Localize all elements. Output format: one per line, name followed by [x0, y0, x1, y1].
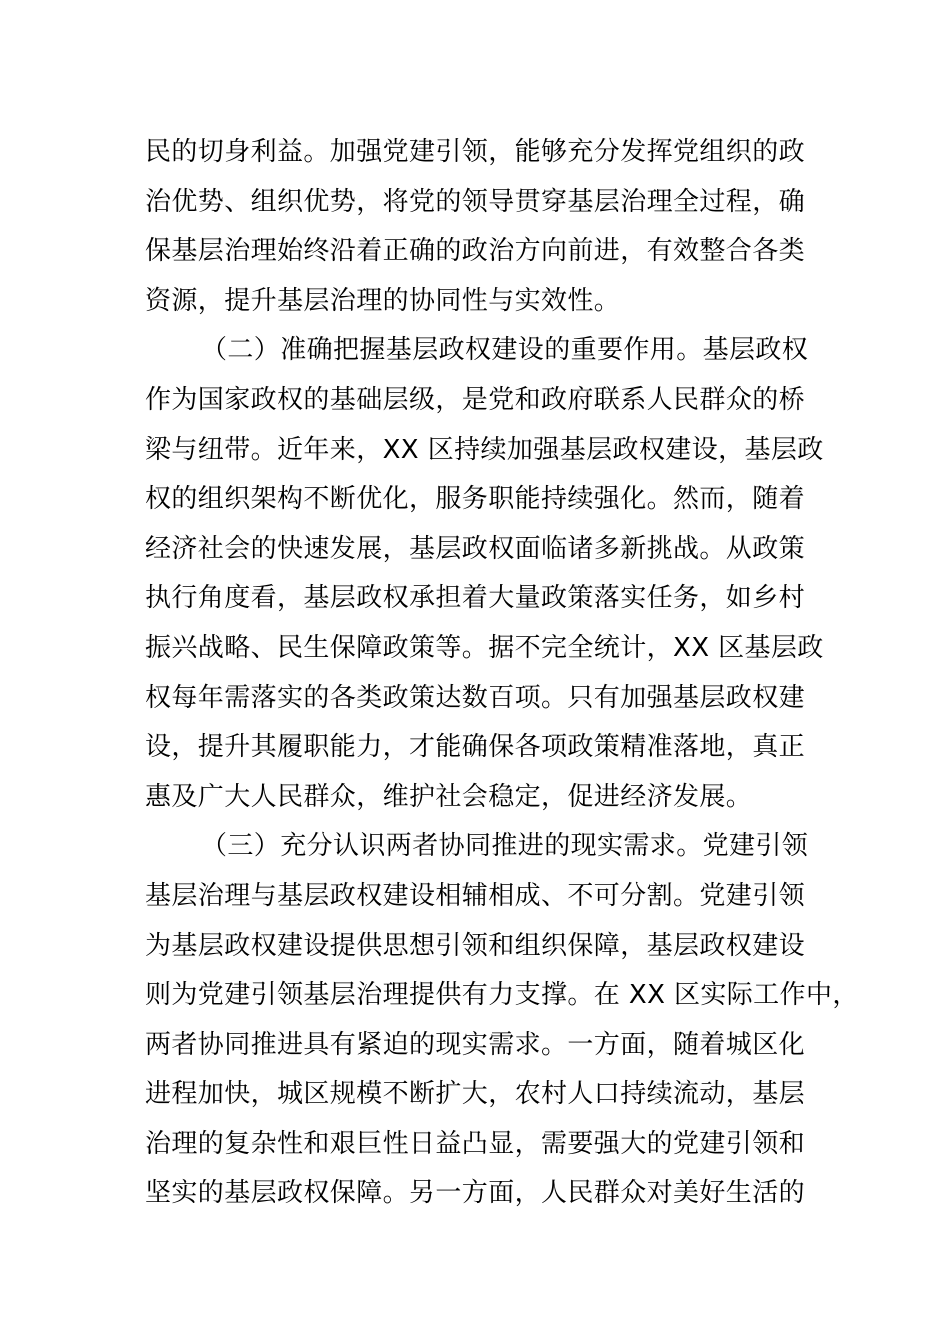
text-line: 两者协同推进具有紧迫的现实需求。一方面，随着城区化	[145, 1029, 806, 1060]
section-heading-line: （二）准确把握基层政权建设的重要作用。基层政权	[201, 335, 809, 366]
text-line: 作为国家政权的基础层级，是党和政府联系人民群众的桥	[145, 384, 806, 415]
text-line: 坚实的基层政权保障。另一方面，人民群众对美好生活的	[145, 1178, 806, 1209]
text-line: 则为党建引领基层治理提供有力支撑。在 XX 区实际工作中，	[145, 980, 859, 1011]
text-line: 执行角度看，基层政权承担着大量政策落实任务，如乡村	[145, 583, 806, 614]
text-line: 民的切身利益。加强党建引领，能够充分发挥党组织的政	[145, 137, 806, 167]
text-line: 进程加快，城区规模不断扩大，农村人口持续流动，基层	[145, 1079, 806, 1110]
text-line: 设，提升其履职能力，才能确保各项政策精准落地，真正	[145, 732, 806, 763]
section-heading-line: （三）充分认识两者协同推进的现实需求。党建引领	[201, 831, 809, 862]
text-line: 权每年需落实的各类政策达数百项。只有加强基层政权建	[145, 682, 806, 713]
text-line: 资源，提升基层治理的协同性与实效性。	[145, 285, 621, 316]
text-line: 保基层治理始终沿着正确的政治方向前进，有效整合各类	[145, 236, 806, 267]
text-line: 基层治理与基层政权建设相辅相成、不可分割。党建引领	[145, 880, 806, 911]
text-line: 治优势、组织优势，将党的领导贯穿基层治理全过程，确	[145, 186, 806, 217]
text-line: 为基层政权建设提供思想引领和组织保障，基层政权建设	[145, 930, 806, 961]
text-line: 经济社会的快速发展，基层政权面临诸多新挑战。从政策	[145, 533, 806, 564]
text-line: 梁与纽带。近年来，XX 区持续加强基层政权建设，基层政	[145, 434, 824, 465]
text-line: 惠及广大人民群众，维护社会稳定，促进经济发展。	[145, 781, 753, 812]
body-text	[145, 128, 859, 1219]
text-line: 治理的复杂性和艰巨性日益凸显，需要强大的党建引领和	[145, 1128, 806, 1159]
text-line: 振兴战略、民生保障政策等。据不完全统计，XX 区基层政	[145, 632, 824, 663]
text-line: 权的组织架构不断优化，服务职能持续强化。然而，随着	[145, 484, 806, 515]
